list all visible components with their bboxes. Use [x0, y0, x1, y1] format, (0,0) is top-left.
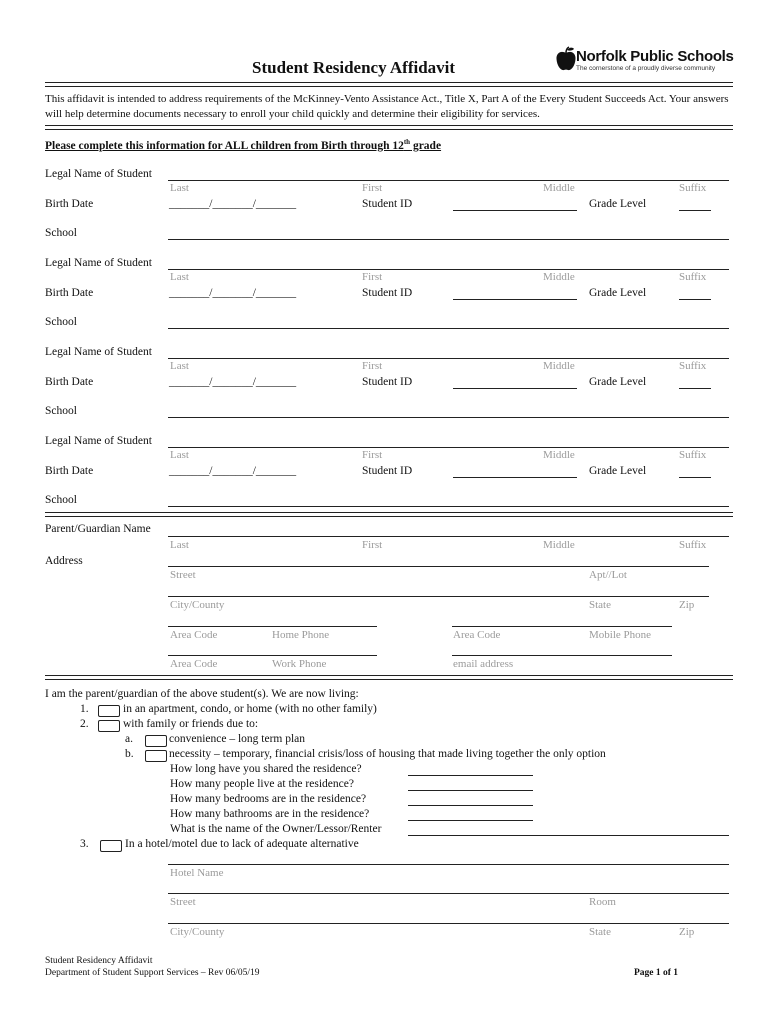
student-id-label: Student ID: [362, 376, 413, 388]
address-label: Address: [45, 555, 83, 567]
parent-first-caption: First: [362, 539, 383, 551]
legal-name-label: Legal Name of Student: [45, 346, 152, 358]
student-id-field[interactable]: [453, 388, 577, 389]
first-caption: First: [362, 182, 383, 194]
grade-level-field[interactable]: [679, 477, 711, 478]
student-id-label: Student ID: [362, 287, 413, 299]
living-intro: I am the parent/guardian of the above student(s). We are now living:: [45, 688, 359, 700]
option-3-label: In a hotel/motel due to lack of adequate alternative: [125, 838, 359, 850]
birth-date-label: Birth Date: [45, 376, 94, 388]
divider: [45, 512, 733, 517]
question-owner-name: What is the name of the Owner/Lessor/Renter: [170, 823, 382, 835]
city-caption: City/County: [170, 599, 225, 611]
hotel-room-caption: Room: [589, 896, 616, 908]
grade-level-field[interactable]: [679, 299, 711, 300]
option-number: 3.: [80, 838, 89, 850]
grade-level-label: Grade Level: [589, 198, 647, 210]
suffix-caption: Suffix: [679, 271, 707, 283]
school-field[interactable]: [168, 328, 729, 329]
hotel-name-caption: Hotel Name: [170, 867, 224, 879]
apt-caption: Apt//Lot: [589, 569, 627, 581]
answer-field[interactable]: [408, 820, 533, 821]
parent-name-label: Parent/Guardian Name: [45, 523, 151, 535]
section-header: Please complete this information for ALL children from Birth through 12th grade: [45, 138, 442, 152]
legal-name-field[interactable]: [168, 358, 729, 359]
option-2-label: with family or friends due to:: [123, 718, 259, 730]
parent-name-field[interactable]: [168, 536, 729, 537]
option-3-checkbox[interactable]: [100, 840, 122, 852]
birth-date-label: Birth Date: [45, 465, 94, 477]
middle-caption: Middle: [543, 449, 575, 461]
birth-date-field[interactable]: _______/_______/_______: [169, 376, 297, 388]
middle-caption: Middle: [543, 360, 575, 372]
hotel-city-caption: City/County: [170, 926, 225, 938]
first-caption: First: [362, 360, 383, 372]
suffix-caption: Suffix: [679, 182, 707, 194]
answer-field[interactable]: [408, 775, 533, 776]
legal-name-field[interactable]: [168, 180, 729, 181]
answer-field[interactable]: [408, 790, 533, 791]
option-number: 1.: [80, 703, 89, 715]
parent-suffix-caption: Suffix: [679, 539, 707, 551]
last-caption: Last: [170, 271, 189, 283]
legal-name-label: Legal Name of Student: [45, 168, 152, 180]
hotel-zip-caption: Zip: [679, 926, 695, 938]
street-caption: Street: [170, 569, 196, 581]
school-label: School: [45, 405, 77, 417]
divider: [45, 82, 733, 87]
answer-field[interactable]: [408, 805, 533, 806]
school-field[interactable]: [168, 417, 729, 418]
logo-name: Norfolk Public Schools: [576, 48, 734, 65]
school-label: School: [45, 494, 77, 506]
birth-date-label: Birth Date: [45, 287, 94, 299]
logo-tagline: The cornerstone of a proudly diverse community: [576, 65, 716, 72]
option-1-label: in an apartment, condo, or home (with no other family): [123, 703, 377, 715]
first-caption: First: [362, 271, 383, 283]
street-field[interactable]: [168, 566, 709, 567]
birth-date-field[interactable]: _______/_______/_______: [169, 198, 297, 210]
option-2b-label: necessity – temporary, financial crisis/loss of housing that made living together the only option: [169, 748, 606, 760]
hotel-city-field[interactable]: [168, 923, 729, 924]
answer-field[interactable]: [408, 835, 729, 836]
last-caption: Last: [170, 182, 189, 194]
apple-icon: [555, 46, 577, 72]
zip-caption: Zip: [679, 599, 695, 611]
work-phone-caption: Work Phone: [272, 658, 327, 670]
first-caption: First: [362, 449, 383, 461]
legal-name-label: Legal Name of Student: [45, 435, 152, 447]
student-id-field[interactable]: [453, 477, 577, 478]
question-bedrooms: How many bedrooms are in the residence?: [170, 793, 367, 805]
hotel-street-caption: Street: [170, 896, 196, 908]
page-title: Student Residency Affidavit: [252, 58, 456, 77]
email-caption: email address: [453, 658, 514, 670]
grade-level-field[interactable]: [679, 210, 711, 211]
hotel-name-field[interactable]: [168, 864, 729, 865]
state-caption: State: [589, 599, 611, 611]
hotel-street-field[interactable]: [168, 893, 729, 894]
mobile-phone-field[interactable]: [452, 626, 672, 627]
school-label: School: [45, 227, 77, 239]
last-caption: Last: [170, 449, 189, 461]
student-id-label: Student ID: [362, 198, 413, 210]
footer-department: Department of Student Support Services – Rev 06/05/19: [45, 968, 260, 978]
parent-last-caption: Last: [170, 539, 189, 551]
suffix-caption: Suffix: [679, 360, 707, 372]
option-number: 2.: [80, 718, 89, 730]
mobile-phone-caption: Mobile Phone: [589, 629, 652, 641]
birth-date-field[interactable]: _______/_______/_______: [169, 465, 297, 477]
legal-name-field[interactable]: [168, 269, 729, 270]
work-phone-field[interactable]: [168, 655, 377, 656]
footer-title: Student Residency Affidavit: [45, 956, 153, 966]
divider: [45, 675, 733, 680]
birth-date-field[interactable]: _______/_______/_______: [169, 287, 297, 299]
page-number: Page 1 of 1: [634, 968, 679, 978]
school-label: School: [45, 316, 77, 328]
option-letter: a.: [125, 733, 133, 745]
grade-level-label: Grade Level: [589, 376, 647, 388]
school-field[interactable]: [168, 506, 729, 507]
option-2a-label: convenience – long term plan: [169, 733, 306, 745]
birth-date-label: Birth Date: [45, 198, 94, 210]
student-id-field[interactable]: [453, 299, 577, 300]
divider: [45, 125, 733, 130]
legal-name-field[interactable]: [168, 447, 729, 448]
question-people-count: How many people live at the residence?: [170, 778, 354, 790]
parent-middle-caption: Middle: [543, 539, 575, 551]
city-field[interactable]: [168, 596, 709, 597]
grade-level-field[interactable]: [679, 388, 711, 389]
area-code-caption: Area Code: [453, 629, 501, 641]
hotel-state-caption: State: [589, 926, 611, 938]
option-2-checkbox[interactable]: [98, 720, 120, 732]
question-bathrooms: How many bathrooms are in the residence?: [170, 808, 370, 820]
home-phone-field[interactable]: [168, 626, 377, 627]
student-id-field[interactable]: [453, 210, 577, 211]
question-shared-duration: How long have you shared the residence?: [170, 763, 362, 775]
middle-caption: Middle: [543, 182, 575, 194]
area-code-caption: Area Code: [170, 629, 218, 641]
option-2b-checkbox[interactable]: [145, 750, 167, 762]
suffix-caption: Suffix: [679, 449, 707, 461]
area-code-caption: Area Code: [170, 658, 218, 670]
student-id-label: Student ID: [362, 465, 413, 477]
option-1-checkbox[interactable]: [98, 705, 120, 717]
grade-level-label: Grade Level: [589, 465, 647, 477]
option-2a-checkbox[interactable]: [145, 735, 167, 747]
legal-name-label: Legal Name of Student: [45, 257, 152, 269]
grade-level-label: Grade Level: [589, 287, 647, 299]
email-field[interactable]: [452, 655, 672, 656]
last-caption: Last: [170, 360, 189, 372]
school-field[interactable]: [168, 239, 729, 240]
option-letter: b.: [125, 748, 134, 760]
home-phone-caption: Home Phone: [272, 629, 330, 641]
middle-caption: Middle: [543, 271, 575, 283]
intro-text: This affidavit is intended to address requirements of the McKinney-Vento Assistance Act., Title X, Part A of the Every Student Succeeds Act. Your answers will help determine documents necessary to enroll your child quickly and determine their eligibility for services.: [45, 93, 729, 120]
